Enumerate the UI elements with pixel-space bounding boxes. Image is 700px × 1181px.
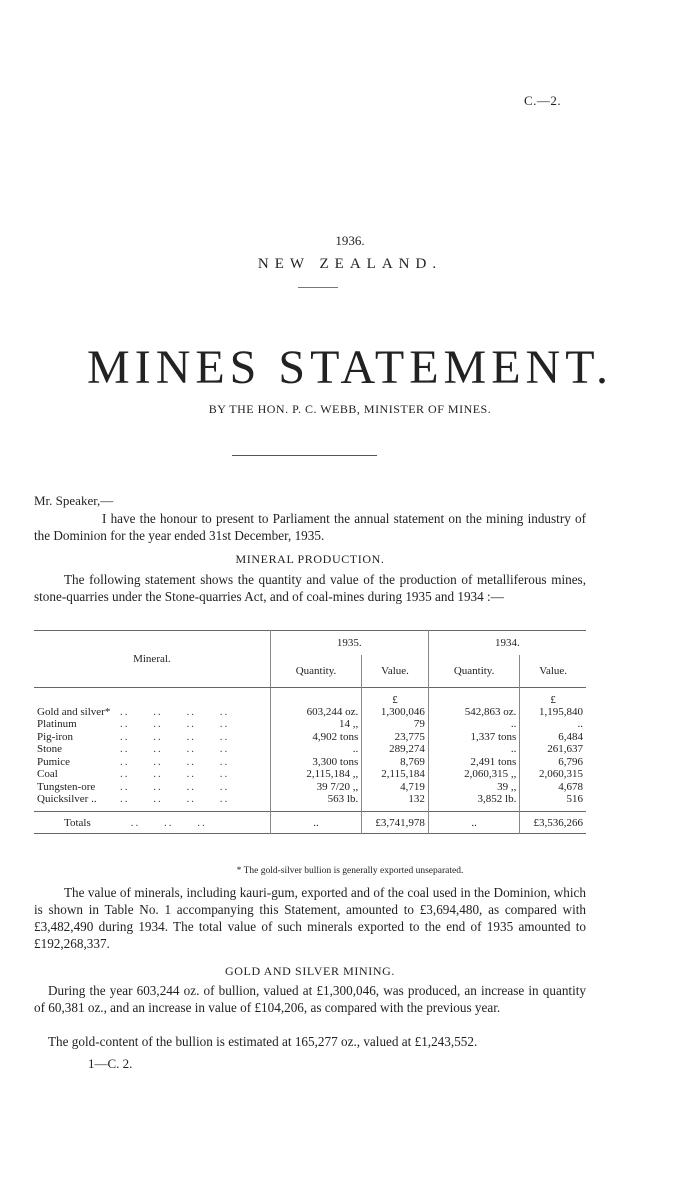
value-1934: 6,484 [520, 731, 586, 744]
quantity-1935: 14 ,, [270, 718, 361, 731]
table-footnote: * The gold-silver bullion is generally exported unseparated. [236, 866, 464, 876]
leader-dots: .. .. .. .. [120, 743, 230, 756]
divider [298, 287, 338, 288]
quantity-1934: .. [428, 743, 519, 756]
page-signature: 1—C. 2. [88, 1056, 133, 1071]
quantity-1935: 603,244 oz. [270, 706, 361, 719]
quantity-1935: 563 lb. [270, 793, 361, 806]
quantity-1934: 2,060,315 ,, [428, 768, 519, 781]
value-1935: 1,300,046 [362, 706, 429, 719]
value-1934: 516 [520, 793, 586, 806]
mineral-name-text: Quicksilver .. [37, 793, 97, 806]
value-1934: .. [520, 718, 586, 731]
table-row [34, 793, 586, 806]
table-row [34, 731, 586, 744]
quantity-1935: 4,902 tons [270, 731, 361, 744]
export-paragraph: The value of minerals, including kauri-gum, exported and of the coal used in the Dominion, which is shown in Table No. 1 accompanying this Statement, amounted to £3,694,480, as compared with £3,482,490 during 1934. The total value of such minerals exported to the end of 1935 amounted to £192,268,337. [34, 885, 586, 951]
quantity-1935: 2,115,184 ,, [270, 768, 361, 781]
table-row [34, 756, 586, 769]
quantity-1934: 3,852 lb. [428, 793, 519, 806]
quantity-1934: 542,863 oz. [428, 706, 519, 719]
value-1935: 8,769 [362, 756, 429, 769]
mineral-name-text: Pumice [37, 755, 70, 768]
currency-symbol: £ [520, 688, 586, 706]
section-heading-gold: GOLD AND SILVER MINING. [224, 964, 396, 978]
mineral-name-text: Tungsten-ore [37, 780, 96, 793]
leader-dots: .. .. .. .. [120, 780, 230, 793]
value-1935: 132 [362, 793, 429, 806]
value-1934: 4,678 [520, 781, 586, 794]
totals-label-text: Totals [64, 816, 91, 829]
divider [232, 455, 377, 456]
totals-quantity-1935: .. [270, 812, 361, 834]
leader-dots: .. .. .. [130, 816, 207, 829]
year-heading: 1936. [335, 233, 365, 248]
quantity-1935: .. [270, 743, 361, 756]
column-header-value: Value. [362, 655, 429, 688]
byline: BY THE HON. P. C. WEBB, MINISTER OF MINES. [208, 402, 492, 416]
mineral-name [34, 743, 270, 756]
country-heading: NEW ZEALAND. [257, 256, 443, 272]
mineral-name-text: Gold and silver* [37, 705, 111, 718]
value-1935: 289,274 [362, 743, 429, 756]
mineral-name [34, 781, 270, 794]
totals-value-1935: £3,741,978 [362, 812, 429, 834]
leader-dots: .. .. .. .. [120, 793, 230, 806]
mineral-name-text: Coal [37, 768, 58, 781]
mineral-name-text: Pig-iron [37, 730, 74, 743]
table-row [34, 781, 586, 794]
mineral-name [34, 756, 270, 769]
table-row [34, 718, 586, 731]
production-paragraph: The following statement shows the quantity and value of the production of metalliferous mines, stone-quarries under the Stone-quarries Act, and of coal-mines during 1935 and 1934 :— [34, 572, 586, 604]
table-row [34, 768, 586, 781]
leader-dots: .. .. .. .. [120, 730, 230, 743]
gold-content-paragraph: The gold-content of the bullion is estimated at 165,277 oz., valued at £1,243,552. [48, 1034, 478, 1049]
totals-quantity-1934: .. [428, 812, 519, 834]
column-header-year-1935: 1935. [270, 631, 428, 656]
table-row [34, 743, 586, 756]
gold-paragraph: During the year 603,244 oz. of bullion, valued at £1,300,046, was produced, an increase in quantity of 60,381 oz., and an increase in value of £104,206, as compared with the previous year. [34, 983, 586, 1015]
totals-label [34, 812, 270, 834]
salutation: Mr. Speaker,— [34, 493, 114, 508]
mineral-name [34, 706, 270, 719]
quantity-1934: 2,491 tons [428, 756, 519, 769]
quantity-1934: 39 ,, [428, 781, 519, 794]
value-1935: 23,775 [362, 731, 429, 744]
leader-dots: .. .. .. .. [120, 718, 230, 731]
quantity-1935: 39 7/20 ,, [270, 781, 361, 794]
table-row [34, 706, 586, 719]
mineral-production-table [34, 630, 586, 834]
leader-dots: .. .. .. .. [120, 755, 230, 768]
quantity-1935: 3,300 tons [270, 756, 361, 769]
value-1934: 1,195,840 [520, 706, 586, 719]
value-1934: 2,060,315 [520, 768, 586, 781]
intro-paragraph: I have the honour to present to Parliament the annual statement on the mining industry of the Dominion for the year ended 31st December, 1935. [34, 511, 586, 543]
column-header-mineral: Mineral. [34, 631, 270, 688]
document-reference: C.—2. [524, 93, 562, 108]
value-1935: 4,719 [362, 781, 429, 794]
mineral-name [34, 793, 270, 806]
section-heading-production: MINERAL PRODUCTION. [235, 552, 385, 566]
quantity-1934: 1,337 tons [428, 731, 519, 744]
value-1934: 261,637 [520, 743, 586, 756]
value-1935: 2,115,184 [362, 768, 429, 781]
totals-value-1934: £3,536,266 [520, 812, 586, 834]
mineral-name-text: Platinum [37, 718, 77, 731]
mineral-name [34, 718, 270, 731]
column-header-quantity: Quantity. [270, 655, 361, 688]
document-title: MINES STATEMENT. [87, 341, 613, 394]
column-header-year-1934: 1934. [428, 631, 586, 656]
quantity-1934: .. [428, 718, 519, 731]
currency-symbol: £ [362, 688, 429, 706]
leader-dots: .. .. .. .. [120, 768, 230, 781]
mineral-name [34, 768, 270, 781]
column-header-value: Value. [520, 655, 586, 688]
value-1935: 79 [362, 718, 429, 731]
leader-dots: .. .. .. .. [120, 705, 230, 718]
value-1934: 6,796 [520, 756, 586, 769]
column-header-quantity: Quantity. [428, 655, 519, 688]
mineral-name-text: Stone [37, 743, 63, 756]
mineral-name [34, 731, 270, 744]
